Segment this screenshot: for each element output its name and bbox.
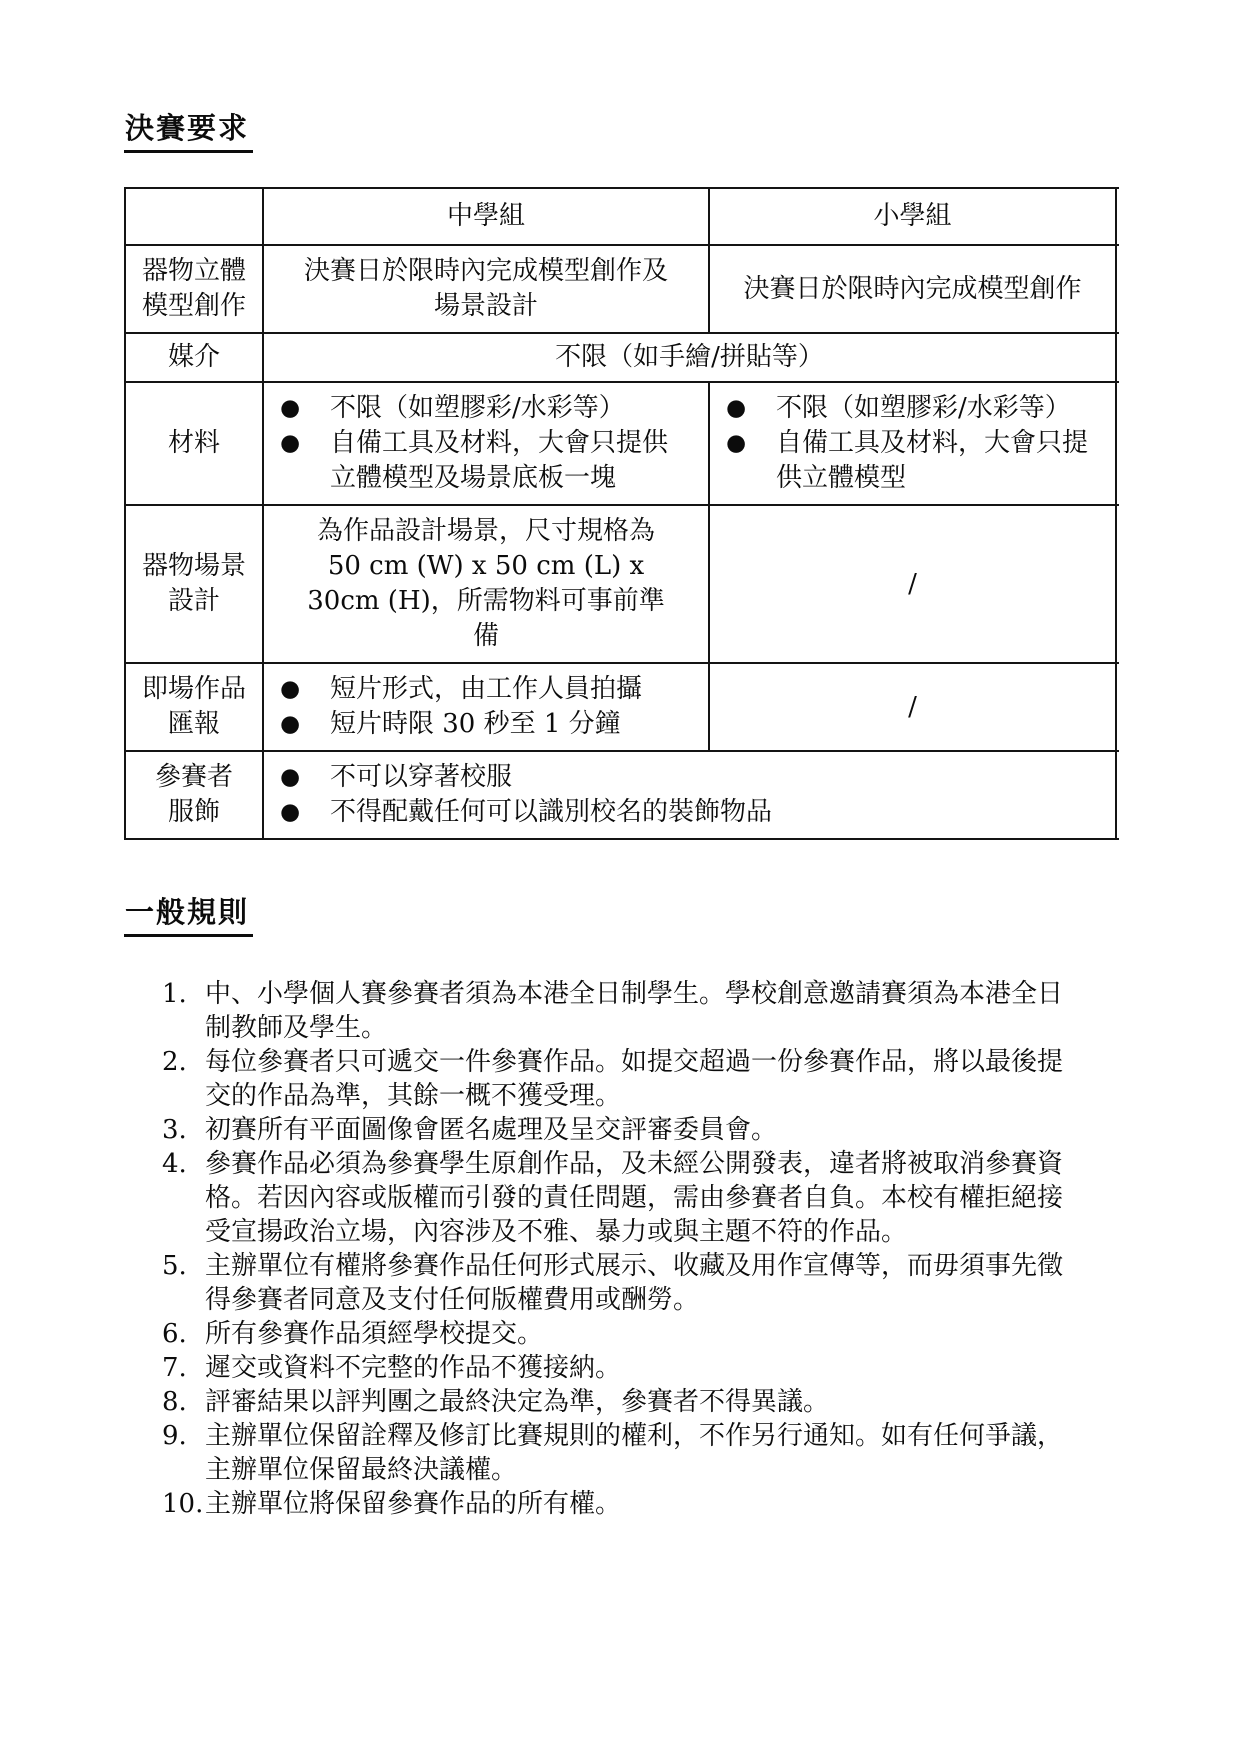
rule-item-8: [162, 1385, 1115, 1419]
bullet-row: ● 自備工具及材料，大會只提供立體模型及場景底板一塊: [280, 428, 669, 493]
table-row-materials: [126, 383, 1119, 506]
rule-text: 每位參賽者只可遞交一件參賽作品。如提交超過一份參賽作品，將以最後提交的作品為準，其餘一概不獲受理。: [205, 1047, 1064, 1111]
cell-secondary-bullets: [264, 664, 710, 750]
row-label: 媒介: [126, 334, 264, 381]
row-label: 即場作品 匯報: [126, 664, 264, 750]
rule-item-3: [162, 1113, 1115, 1147]
bullet-row: ● 不得配戴任何可以識別校名的裝飾物品: [280, 795, 1095, 830]
general-rules-list: [162, 977, 1115, 1521]
bullet-icon: ●: [280, 799, 301, 825]
bullet-icon: ●: [280, 395, 301, 421]
rule-number: 7.: [162, 1353, 187, 1383]
finals-section-title: 決賽要求: [124, 106, 253, 153]
table-row-medium: [126, 334, 1119, 383]
rule-number: 1.: [162, 979, 187, 1009]
rule-text: 所有參賽作品須經學校提交。: [205, 1319, 544, 1349]
cell-primary-bullets: [710, 383, 1117, 504]
rule-number: 10.: [162, 1489, 204, 1519]
rule-item-1: [162, 977, 1115, 1045]
general-rules-title: 一般規則: [124, 890, 253, 937]
cell-primary: 決賽日於限時內完成模型創作: [710, 246, 1117, 332]
cell-secondary-bullets: [264, 383, 710, 504]
cell-merged-bullets: [264, 752, 1117, 838]
bullet-row: ● 不限（如塑膠彩/水彩等）: [726, 391, 1096, 426]
rule-number: 6.: [162, 1319, 187, 1349]
header-cell-blank: [126, 189, 264, 244]
rule-text: 遲交或資料不完整的作品不獲接納。: [205, 1353, 622, 1383]
bullet-icon: ●: [726, 395, 747, 421]
row-label: 器物場景 設計: [126, 506, 264, 662]
rule-item-2: [162, 1045, 1115, 1113]
rule-text: 主辦單位有權將參賽作品任何形式展示、收藏及用作宣傳等，而毋須事先徵得參賽者同意及支付任何版權費用或酬勞。: [205, 1251, 1064, 1315]
cell-not-applicable: /: [710, 506, 1117, 662]
table-row-dress-code: [126, 752, 1119, 840]
bullet-row: ● 短片時限 30 秒至 1 分鐘: [280, 707, 670, 742]
bullet-row: ● 不可以穿著校服: [280, 760, 1095, 795]
bullet-icon: ●: [280, 764, 301, 790]
rule-text: 評審結果以評判團之最終決定為準，參賽者不得異議。: [205, 1387, 830, 1417]
bullet-row: ● 不限（如塑膠彩/水彩等）: [280, 391, 670, 426]
row-label: 材料: [126, 383, 264, 504]
bullet-row: ● 自備工具及材料，大會只提供立體模型: [726, 428, 1089, 493]
bullet-icon: ●: [280, 430, 301, 456]
cell-secondary: 為作品設計場景，尺寸規格為 50 cm (W) x 50 cm (L) x 30cm (H)，所需物料可事前準備: [264, 506, 710, 662]
rule-text: 主辦單位將保留參賽作品的所有權。: [205, 1489, 622, 1519]
cell-merged: 不限（如手繪/拼貼等）: [264, 334, 1117, 381]
table-header-row: [126, 189, 1119, 246]
rule-text: 參賽作品必須為參賽學生原創作品，及未經公開發表，違者將被取消參賽資格。若因內容或版權而引發的責任問題，需由參賽者自負。本校有權拒絕接受宣揚政治立場，內容涉及不雅、暴力或與主題不符的作品。: [205, 1149, 1064, 1247]
rule-item-9: [162, 1419, 1115, 1487]
rule-number: 8.: [162, 1387, 187, 1417]
rule-text: 初賽所有平面圖像會匿名處理及呈交評審委員會。: [205, 1115, 778, 1145]
finals-requirements-table: [124, 187, 1119, 840]
rule-item-10: [162, 1487, 1115, 1521]
bullet-row: ● 短片形式，由工作人員拍攝: [280, 672, 670, 707]
header-cell-primary-school: 小學組: [710, 189, 1117, 244]
rule-item-5: [162, 1249, 1115, 1317]
rule-text: 主辦單位保留詮釋及修訂比賽規則的權利，不作另行通知。如有任何爭議，主辦單位保留最終決議權。: [205, 1421, 1064, 1485]
rule-number: 4.: [162, 1149, 187, 1179]
table-row-scene-design: [126, 506, 1119, 664]
bullet-icon: ●: [280, 711, 301, 737]
rule-text: 中、小學個人賽參賽者須為本港全日制學生。學校創意邀請賽須為本港全日制教師及學生。: [205, 979, 1064, 1043]
rule-number: 2.: [162, 1047, 187, 1077]
table-row-live-presentation: [126, 664, 1119, 752]
rule-number: 5.: [162, 1251, 187, 1281]
header-cell-secondary-school: 中學組: [264, 189, 710, 244]
bullet-icon: ●: [280, 676, 301, 702]
row-label: 器物立體 模型創作: [126, 246, 264, 332]
rule-number: 9.: [162, 1421, 187, 1451]
cell-not-applicable: /: [710, 664, 1117, 750]
row-label: 參賽者 服飾: [126, 752, 264, 838]
rule-item-7: [162, 1351, 1115, 1385]
cell-secondary: 決賽日於限時內完成模型創作及場景設計: [264, 246, 710, 332]
rule-item-4: [162, 1147, 1115, 1249]
rule-number: 3.: [162, 1115, 187, 1145]
bullet-icon: ●: [726, 430, 747, 456]
rule-item-6: [162, 1317, 1115, 1351]
table-row-model-creation: [126, 246, 1119, 334]
